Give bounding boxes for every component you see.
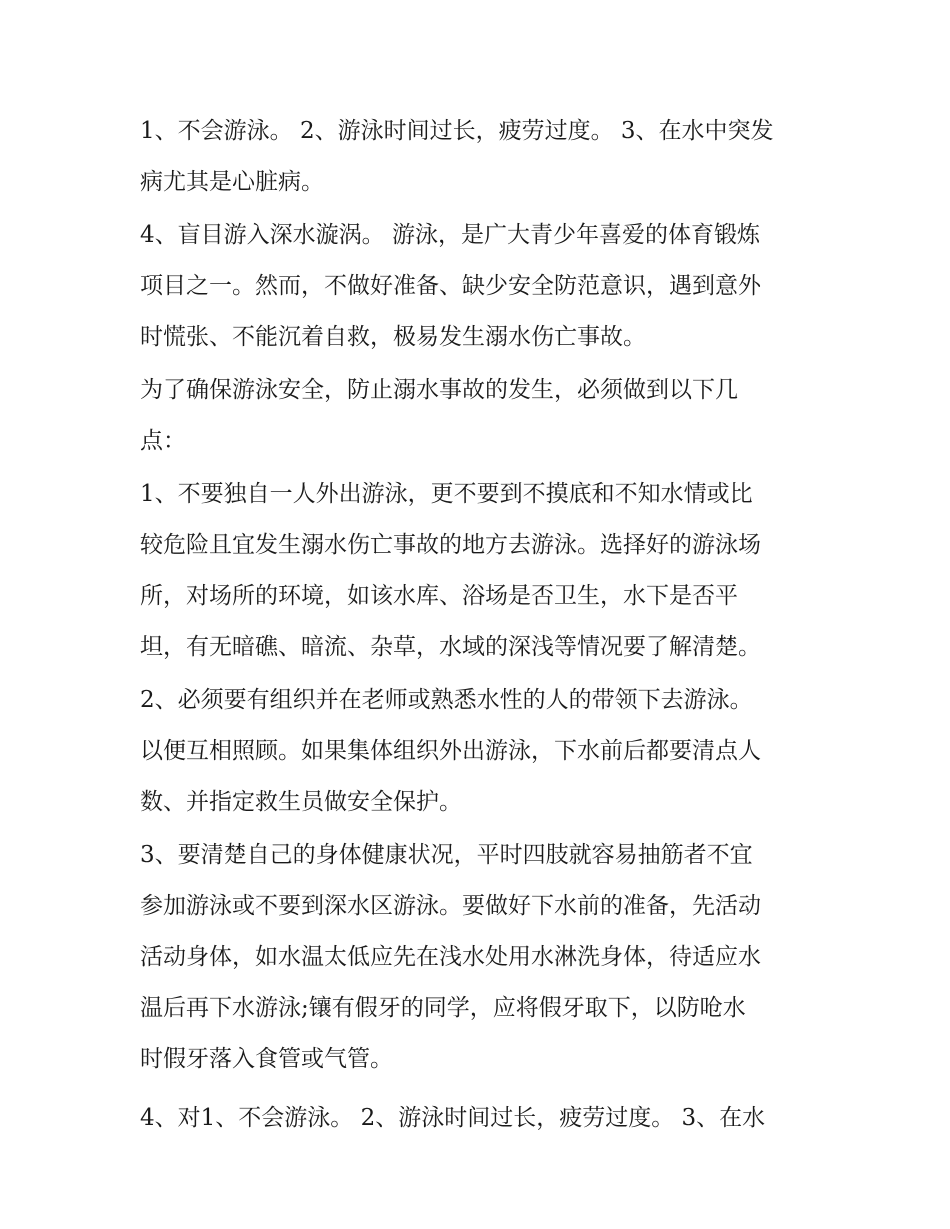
paragraph-drowning-causes-1 [140, 106, 814, 208]
paragraph-rule-2 [140, 675, 814, 828]
text-line: 坦，有无暗礁、暗流、杂草，水域的深浅等情况要了解清楚。 [140, 634, 761, 660]
text-line: 2、必须要有组织并在老师或熟悉水性的人的带领下去游泳。 [140, 687, 753, 713]
text-line: 参加游泳或不要到深水区游泳。要做好下水前的准备，先活动 [140, 893, 761, 919]
paragraph-safety-intro [140, 365, 814, 467]
text-line: 1、不会游泳。 2、游泳时间过长，疲劳过度。 3、在水中突发 [140, 118, 774, 144]
text-line: 1、不要独自一人外出游泳，更不要到不摸底和不知水情或比 [140, 481, 753, 507]
text-line: 4、对1、不会游泳。 2、游泳时间过长，疲劳过度。 3、在水 [140, 1105, 766, 1131]
text-line: 病尤其是心脏病。 [140, 169, 324, 195]
paragraph-rule-4 [140, 1093, 814, 1144]
text-line: 时慌张、不能沉着自救，极易发生溺水伤亡事故。 [140, 324, 646, 350]
text-line: 为了确保游泳安全，防止溺水事故的发生，必须做到以下几 [140, 377, 738, 403]
text-line: 以便互相照顾。如果集体组织外出游泳，下水前后都要清点人 [140, 738, 761, 764]
text-line: 活动身体，如水温太低应先在浅水处用水淋洗身体，待适应水 [140, 944, 761, 970]
text-line: 所，对场所的环境，如该水库、浴场是否卫生，水下是否平 [140, 583, 738, 609]
text-line: 项目之一。然而，不做好准备、缺少安全防范意识，遇到意外 [140, 273, 761, 299]
text-line: 较危险且宜发生溺水伤亡事故的地方去游泳。选择好的游泳场 [140, 532, 761, 558]
document-body [140, 106, 814, 1144]
text-line: 4、盲目游入深水漩涡。 游泳，是广大青少年喜爱的体育锻炼 [140, 222, 760, 248]
paragraph-drowning-causes-2 [140, 210, 814, 363]
text-line: 时假牙落入食管或气管。 [140, 1046, 393, 1072]
paragraph-rule-3 [140, 830, 814, 1085]
text-line: 3、要清楚自己的身体健康状况，平时四肢就容易抽筋者不宜 [140, 842, 753, 868]
text-line: 数、并指定救生员做安全保护。 [140, 789, 462, 815]
paragraph-rule-1 [140, 469, 814, 673]
text-line: 点： [140, 428, 186, 454]
text-line: 温后再下水游泳;镶有假牙的同学，应将假牙取下，以防呛水 [140, 995, 746, 1021]
